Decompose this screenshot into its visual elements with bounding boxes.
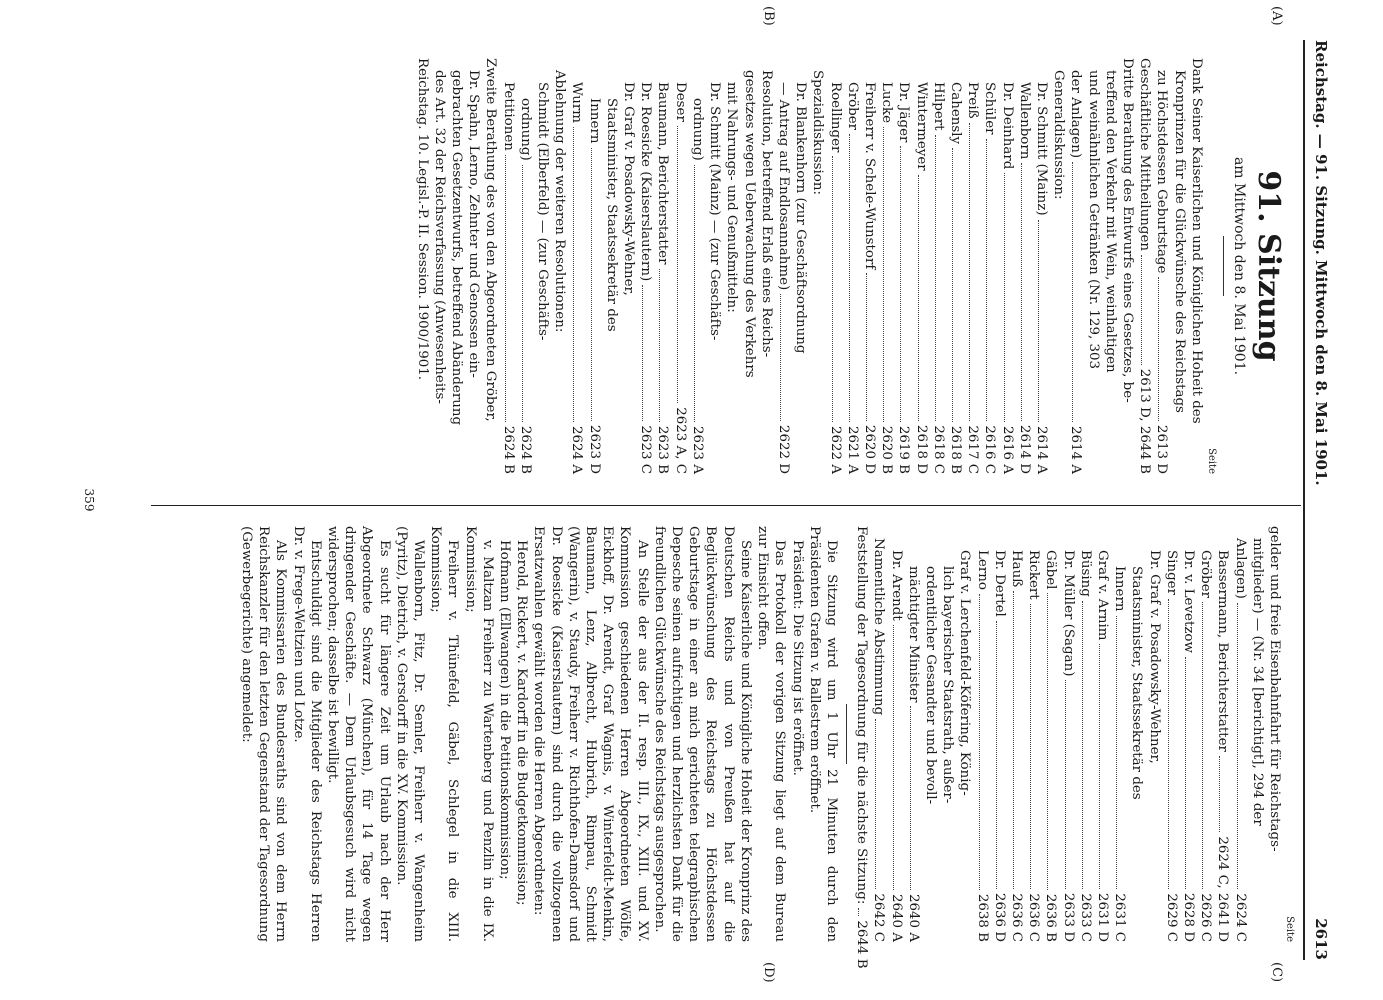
toc-entry xyxy=(791,58,808,474)
dot-leader xyxy=(848,134,849,422)
toc-entry-text: Reichstag. 10. Legisl.-P. II. Session. 1900/1901. xyxy=(414,58,430,381)
toc-entry-text: Hilpert xyxy=(930,82,946,131)
toc-entry-page: 2616 A xyxy=(999,425,1015,474)
dot-leader xyxy=(1072,162,1073,422)
toc-entry xyxy=(1265,526,1282,942)
toc-entry xyxy=(1084,58,1101,474)
toc-entry xyxy=(465,58,482,474)
toc-entry-text: ordnung) xyxy=(517,98,533,161)
toc-entry xyxy=(1093,526,1110,942)
toc-entry-text: Graf v. Arnim xyxy=(1094,550,1110,641)
toc-entry-text: Dr. Jäger xyxy=(895,82,911,143)
toc-entry xyxy=(1135,58,1152,474)
toc-entry-page: 2620 D xyxy=(861,424,877,474)
footer-page-number: 359 xyxy=(81,488,96,512)
dot-leader xyxy=(900,146,901,421)
toc-entry-page: 2621 A xyxy=(844,425,860,474)
toc-entry xyxy=(585,58,602,474)
toc-entry-text: Dritte Berathung des Entwurfs eines Gesetzes, be- xyxy=(1119,58,1135,403)
toc-entry-text: Dr. v. Levetzow xyxy=(1180,550,1196,653)
toc-entry-text: Innern xyxy=(586,98,602,144)
toc-entry xyxy=(705,58,722,474)
dot-leader xyxy=(642,285,643,421)
toc-entry-page: 2617 C xyxy=(964,425,980,474)
toc-entry-text: Kronprinzen für die Glückwünsche des Reichstags xyxy=(1171,70,1187,413)
toc-entry-page: 2618 D xyxy=(913,424,929,474)
toc-entry xyxy=(1179,526,1196,942)
toc-entry xyxy=(1162,526,1179,942)
toc-entry-page: 2633 D xyxy=(1060,892,1076,942)
dot-leader xyxy=(892,625,893,890)
toc-entry xyxy=(973,526,990,942)
toc-entry xyxy=(619,58,636,474)
toc-entry xyxy=(1049,58,1066,474)
toc-entry-page: 2623 D xyxy=(586,424,602,474)
dot-leader xyxy=(986,139,987,422)
seite-label: Seite xyxy=(1205,448,1217,474)
dot-leader xyxy=(934,135,935,422)
dot-leader xyxy=(1012,591,1013,889)
dot-leader xyxy=(865,273,866,421)
dot-leader xyxy=(917,175,918,421)
toc-entry xyxy=(1153,58,1170,474)
toc-entry-text: Büsing xyxy=(1077,550,1093,597)
toc-entry xyxy=(1128,526,1145,942)
dot-leader xyxy=(1236,603,1237,890)
margin-mark-b: (B) xyxy=(760,6,776,26)
toc-entry-page: 2624 C, 2641 D xyxy=(1214,836,1230,942)
margin-mark-a: (A) xyxy=(1268,6,1284,26)
toc-entry-text: Resolution, betreffend Erlaß eines Reichs- xyxy=(758,70,774,358)
toc-entry-page: 2623 B xyxy=(655,425,670,474)
dot-leader xyxy=(1037,220,1038,422)
dot-leader xyxy=(883,127,884,422)
toc-entry-page: 2614 A xyxy=(1033,425,1049,474)
toc-entry xyxy=(671,58,688,474)
toc-entry-text: gesetzes wegen Ueberwachung des Verkehrs xyxy=(741,70,757,378)
toc-entry-text: Zweite Berathung des von den Abgeordneten Gröber, xyxy=(482,58,498,422)
toc-entry xyxy=(1196,526,1213,942)
toc-entry xyxy=(654,58,671,474)
toc-entry-text: Bassermann, Berichterstatter xyxy=(1214,550,1230,752)
toc-entry-text: Lucke xyxy=(878,82,894,124)
table-of-contents-left xyxy=(413,58,1204,474)
toc-entry-text: Dr. Graf v. Posadowsky-Wehner, xyxy=(620,82,636,296)
proceedings-paragraph: v. Maltzan Freiherr zu Wartenberg und Penzlin in die IX. Kommission; xyxy=(462,526,495,942)
dot-leader xyxy=(693,165,694,422)
toc-entry-page: 2640 A xyxy=(888,893,904,942)
toc-entry xyxy=(887,526,904,942)
dot-leader xyxy=(590,148,591,421)
dot-leader xyxy=(1047,593,1048,889)
toc-entry-text: Hauß xyxy=(1008,550,1024,588)
toc-entry xyxy=(1110,526,1127,942)
toc-entry xyxy=(843,58,860,474)
toc-entry-page: 2623 A, C xyxy=(672,407,688,474)
proceedings-paragraph: Präsident: Die Sitzung ist eröffnet. xyxy=(789,540,805,776)
toc-entry-text: treffend den Verkehr mit Wein, weinhaltigen xyxy=(1102,70,1118,373)
toc-entry xyxy=(1015,58,1032,474)
left-column xyxy=(413,58,1295,474)
toc-entry xyxy=(637,58,654,474)
proceedings-paragraph: Wallenborn, Fitz, Dr. Semler, Freiherr v. Wangenheim (Pyritz), Dietrich, v. Gersdorff in die XV. Kommission. xyxy=(393,526,426,942)
toc-entry-text: Petitionen xyxy=(500,82,516,151)
toc-entry-page: 2614 A xyxy=(1067,425,1083,474)
toc-entry xyxy=(602,58,619,474)
toc-entry-page: 2618 B xyxy=(947,425,963,474)
toc-entry xyxy=(912,58,929,474)
seite-label-right: Seite xyxy=(1283,916,1295,942)
toc-entry xyxy=(929,58,946,474)
dot-leader xyxy=(573,127,574,422)
toc-entry-text: mächtigter Minister xyxy=(905,566,921,703)
dot-leader xyxy=(1116,616,1117,890)
rotated-document-page xyxy=(47,0,1337,1000)
toc-entry-text: Dr. Roesicke (Kaiserslautern) xyxy=(637,82,653,282)
toc-entry xyxy=(826,58,843,474)
dot-leader xyxy=(858,908,859,916)
toc-entry xyxy=(1007,526,1024,942)
toc-entry-page: 2619 B xyxy=(895,425,911,474)
dot-leader xyxy=(521,165,522,422)
toc-entry-page: 2644 B xyxy=(853,920,869,969)
dot-leader xyxy=(978,594,979,890)
toc-entry xyxy=(1118,58,1135,474)
toc-entry xyxy=(723,58,740,474)
toc-entry xyxy=(877,58,894,474)
toc-entry xyxy=(1101,58,1118,474)
toc-entry-text: Dr. Blankenhorn (zur Geschäftsordnung xyxy=(792,82,808,354)
proceedings-paragraph: Es sucht für längere Zeit um Urlaub nach der Herr Abgeordnete Schwarz (München), für 14 Tage wegen dringender Geschäfte. — Dem Urlaubsgesuch wird nicht widersprochen; dasselbe ist bewilligt. xyxy=(324,526,392,942)
toc-entry-page: 2618 C xyxy=(930,425,946,474)
toc-entry-text: des Art. 32 der Reichsverfassung (Anwesenheits- xyxy=(431,70,447,404)
toc-entry-text: zu Höchstdessen Geburtstage xyxy=(1153,70,1169,274)
toc-entry-text: Dr. Dertel xyxy=(991,550,1007,617)
dot-leader xyxy=(1030,604,1031,890)
proceedings-paragraph: Entschuldigt sind die Mitglieder des Reichstags Herren Dr. v. Frege-Weltzien und Lotze. xyxy=(290,526,323,942)
toc-entry xyxy=(860,58,877,474)
toc-entry xyxy=(1231,526,1248,942)
toc-entry-page: 2633 C xyxy=(1077,893,1093,942)
toc-entry xyxy=(1076,526,1093,942)
toc-entry xyxy=(430,58,447,474)
page-number: 2613 xyxy=(1311,918,1330,960)
toc-entry-text: Baumann, Berichterstatter xyxy=(655,82,670,265)
toc-entry-page: 2624 A xyxy=(568,425,584,474)
toc-entry-text: Spezialdiskussion: xyxy=(809,70,825,195)
toc-entry-page: 2623 C xyxy=(637,425,653,474)
dot-leader xyxy=(676,126,677,403)
toc-entry-text: Singer xyxy=(1163,550,1179,595)
dot-leader xyxy=(1098,644,1099,888)
toc-entry-page: 2631 C xyxy=(1111,893,1127,942)
toc-entry xyxy=(482,58,499,474)
toc-entry xyxy=(1042,526,1059,942)
proceedings-paragraph: Herold, Rickert, v. Kardorff in die Budgetkommission; xyxy=(513,540,529,906)
toc-entry-page: 2636 D xyxy=(991,892,1007,942)
toc-entry-text: Preiß xyxy=(964,82,980,119)
dot-leader xyxy=(659,269,660,422)
toc-entry xyxy=(568,58,585,474)
toc-entry-page: 2629 C xyxy=(1163,893,1179,942)
toc-entry xyxy=(516,58,533,474)
dot-leader xyxy=(831,156,832,422)
toc-entry-text: der Anlagen) xyxy=(1067,70,1083,159)
toc-entry-text: Freiherr v. Schele-Wunstorf xyxy=(861,82,877,270)
proceedings-paragraph: Das Protokoll der vorigen Sitzung liegt auf dem Bureau zur Einsicht offen. xyxy=(754,526,787,942)
dot-leader xyxy=(1219,756,1220,832)
toc-entry-text: Dank Seiner Kaiserlichen und Königlichen Hoheit des xyxy=(1188,58,1204,424)
dot-leader xyxy=(995,621,996,889)
toc-entry-text: Namentliche Abstimmung xyxy=(870,538,886,716)
toc-entry-page: 2613 D, 2644 B xyxy=(1136,368,1152,474)
toc-entry xyxy=(533,58,550,474)
toc-entry xyxy=(921,526,938,942)
toc-entry-text: Rickert xyxy=(1025,550,1041,600)
toc-entry-page: 2638 B xyxy=(974,893,990,942)
toc-entry-page: 2640 A xyxy=(905,893,921,942)
toc-entry-text: Dr. Arendt xyxy=(888,550,904,621)
toc-entry-text: Ablehnung der weiteren Resolutionen: xyxy=(551,70,567,333)
toc-entry-page: 2636 B xyxy=(1042,893,1058,942)
dot-leader xyxy=(969,123,970,422)
toc-entry-text: Lerno xyxy=(974,550,990,590)
toc-entry xyxy=(1024,526,1041,942)
dot-leader xyxy=(875,719,876,889)
toc-entry xyxy=(1187,58,1204,474)
dot-leader xyxy=(1003,173,1004,422)
toc-entry xyxy=(551,58,568,474)
toc-entry-page: 2636 C xyxy=(1008,893,1024,942)
toc-entry-page: 2613 D xyxy=(1153,424,1169,474)
proceedings-paragraph: An Stelle der aus der II. resp. III., IX., XIII. und XV. Kommission geschiedenen Herren Abgeordneten Wölfe, Eickhoff, Dr. Arendt, Graf Wagnis, v. Winterfeldt-Menkin, Baumann, Lenz, Albrecht, Hubrich, Rimpau, Schmidt (Wangerin), v. Staudy, Freiherr v. Richthofen-Damsdorf und Dr. Roesicke (Kaiserslautern) sind durch die vollzogenen Ersatzwahlen gewählt worden die Herren Abgeordneten: xyxy=(530,526,650,942)
toc-entry xyxy=(963,58,980,474)
toc-entry-text: Wurm xyxy=(568,82,584,123)
toc-entry xyxy=(1214,526,1231,942)
toc-entry xyxy=(956,526,973,942)
toc-entry-text: ordentlicher Gesandter und bevoll- xyxy=(922,566,938,805)
toc-entry-page: 2624 B xyxy=(500,425,516,474)
running-head xyxy=(1307,40,1329,960)
toc-entry-page: 2614 D xyxy=(1016,424,1032,474)
toc-entry-text: Wintermeyer xyxy=(913,82,929,171)
toc-entry-text: Deser xyxy=(672,82,688,122)
toc-entry xyxy=(1067,58,1084,474)
toc-entry xyxy=(946,58,963,474)
toc-entry-text: gelder und freie Eisenbahnfahrt für Reichstags- xyxy=(1266,526,1282,852)
dot-leader xyxy=(951,148,952,422)
proceedings-paragraph: Freiherr v. Thünefeld, Gäbel, Schlegel in die XIII. Kommission; xyxy=(427,526,460,942)
session-date: am Mittwoch den 8. Mai 1901. xyxy=(1230,156,1247,376)
header-rule xyxy=(1303,40,1305,960)
toc-entry-text: Dr. Schmitt (Mainz) — (zur Geschäfts- xyxy=(706,82,722,341)
toc-entry-text: Geschäftliche Mittheilungen xyxy=(1136,58,1152,252)
margin-mark-c: (C) xyxy=(1268,962,1284,983)
toc-entry xyxy=(740,58,757,474)
toc-entry-text: Dr. Deinhard xyxy=(999,82,1015,170)
toc-entry xyxy=(981,58,998,474)
column-divider xyxy=(151,505,1301,506)
toc-entry-text: Staatsminister, Staatssekretär des xyxy=(1128,566,1144,800)
right-column xyxy=(237,526,1295,969)
toc-entry-page: 2642 C xyxy=(870,893,886,942)
toc-entry-text: Wallenborn xyxy=(1016,82,1032,160)
dot-leader xyxy=(909,706,910,890)
toc-entry-text: — Antrag auf Endlosannahme) xyxy=(775,82,791,291)
toc-entry xyxy=(1059,526,1076,942)
dot-leader xyxy=(1184,657,1185,889)
toc-entry-text: Innern xyxy=(1111,566,1127,612)
toc-entry-text: Cahensly xyxy=(947,82,963,145)
toc-entry-page: 2624 B xyxy=(517,425,533,474)
toc-entry-text: Dr. Schmitt (Mainz) xyxy=(1033,82,1049,216)
proceedings-paragraph: Hofmann (Ellwangen) in die Petitionskommission; xyxy=(496,540,512,880)
toc-entry xyxy=(938,526,955,942)
toc-entry-text: Schmidt (Elberfeld) — (zur Geschäfts- xyxy=(534,82,550,341)
toc-entry-text: Dr. Graf v. Posadowsky-Wehner, xyxy=(1146,550,1162,764)
dot-leader xyxy=(1020,163,1021,421)
toc-entry xyxy=(1248,526,1265,942)
toc-entry-text: und weinähnlichen Getränken (Nr. 129, 303 xyxy=(1085,70,1101,370)
toc-entry-text: Dr. Müller (Sagan) xyxy=(1060,550,1076,677)
toc-entry-text: mitglieder) — (Nr. 34 [berichtigt], 294 der xyxy=(1249,538,1265,826)
toc-entry xyxy=(1170,58,1187,474)
toc-entry-page: 2622 A xyxy=(827,425,843,474)
title-rule xyxy=(1222,236,1223,296)
toc-entry xyxy=(447,58,464,474)
running-head-title: Reichstag. — 91. Sitzung. Mittwoch den 8. Mai 1901. xyxy=(1311,40,1330,486)
dot-leader xyxy=(1064,680,1065,888)
toc-entry xyxy=(990,526,1007,942)
dot-leader xyxy=(1158,277,1159,420)
toc-entry-text: Staatsminister, Staatssekretär des xyxy=(603,98,619,332)
dot-leader xyxy=(1167,599,1168,889)
toc-entry xyxy=(688,58,705,474)
proceedings-paragraph: Die Sitzung wird um 1 Uhr 21 Minuten durch den Präsidenten Grafen v. Ballestrem eröffnet. xyxy=(806,526,839,942)
toc-entry-text: Generaldiskussion: xyxy=(1050,70,1066,200)
toc-entry xyxy=(998,58,1015,474)
dot-leader xyxy=(1202,602,1203,889)
toc-entry-page: 2628 D xyxy=(1180,892,1196,942)
session-title: 91. Sitzung xyxy=(1250,170,1286,362)
proceedings-paragraph: Als Kommissarien des Bundesraths sind von dem Herrn Reichskanzler für den letzten Gegenstand der Tagesordnung (Gewerbegerichte) angemeldet: xyxy=(238,526,288,942)
toc-entry xyxy=(413,58,430,474)
toc-entry xyxy=(499,58,516,474)
toc-entry-text: mit Nahrungs- und Genußmitteln: xyxy=(723,82,739,313)
toc-entry xyxy=(757,58,774,474)
toc-entry-text: Feststellung der Tagesordnung für die nächste Sitzung: xyxy=(853,526,869,905)
toc-entry-text: Gröber xyxy=(844,82,860,131)
toc-entry xyxy=(1032,58,1049,474)
toc-entry-page: 2616 C xyxy=(981,425,997,474)
toc-entry xyxy=(809,58,826,474)
toc-entry-page: 2623 A xyxy=(689,425,705,474)
proceedings-paragraph: Seine Kaiserliche und Königliche Hoheit der Kronprinz des Deutschen Reichs und von Preußen hat auf die Beglückwünschung des Reichstags zu Höchstdessen Geburtstage in einer an mich gerichteten telegraphischen Depesche seinen aufrichtigen und herzlichsten Dank für die freundlichen Glückwünsche des Reichstags ausgesprochen. xyxy=(651,526,753,942)
section-rule xyxy=(845,704,846,764)
dot-leader xyxy=(504,155,505,422)
toc-entry-text: Anlagen) xyxy=(1232,538,1248,599)
toc-entry-page: 2626 C xyxy=(1197,893,1213,942)
toc-entry xyxy=(895,58,912,474)
dot-leader xyxy=(1141,255,1142,365)
session-proceedings xyxy=(237,526,839,942)
toc-entry-text: Dr. Spahn, Lerno, Zehnter und Genossen ein- xyxy=(465,70,481,378)
toc-entry-text: Graf v. Lerchenfeld-Köfering, König- xyxy=(956,550,972,796)
toc-entry-text: Roellinger xyxy=(827,82,843,153)
toc-entry-text: lich bayerischer Staatsrath, außer- xyxy=(939,566,955,804)
toc-entry-text: gebrachten Gesetzentwurfs, betreffend Abänderung xyxy=(448,70,464,426)
toc-entry-text: ordnung) xyxy=(689,98,705,161)
toc-entry-page: 2620 B xyxy=(878,425,894,474)
toc-entry-text: Gröber xyxy=(1197,550,1213,599)
toc-entry xyxy=(774,58,791,474)
dot-leader xyxy=(779,294,780,421)
margin-mark-d: (D) xyxy=(760,962,776,983)
toc-entry-page: 2624 C xyxy=(1232,893,1248,942)
toc-entry xyxy=(852,526,869,969)
toc-entry xyxy=(870,526,887,942)
toc-entry xyxy=(904,526,921,942)
toc-entry-page: 2636 C xyxy=(1025,893,1041,942)
table-of-contents-right xyxy=(852,526,1282,969)
toc-entry-text: Schüler xyxy=(981,82,997,135)
toc-entry-text: Gäbel xyxy=(1042,550,1058,590)
toc-entry-page: 2622 D xyxy=(775,424,791,474)
toc-entry xyxy=(1145,526,1162,942)
toc-entry-page: 2631 D xyxy=(1094,892,1110,942)
dot-leader xyxy=(1081,601,1082,890)
